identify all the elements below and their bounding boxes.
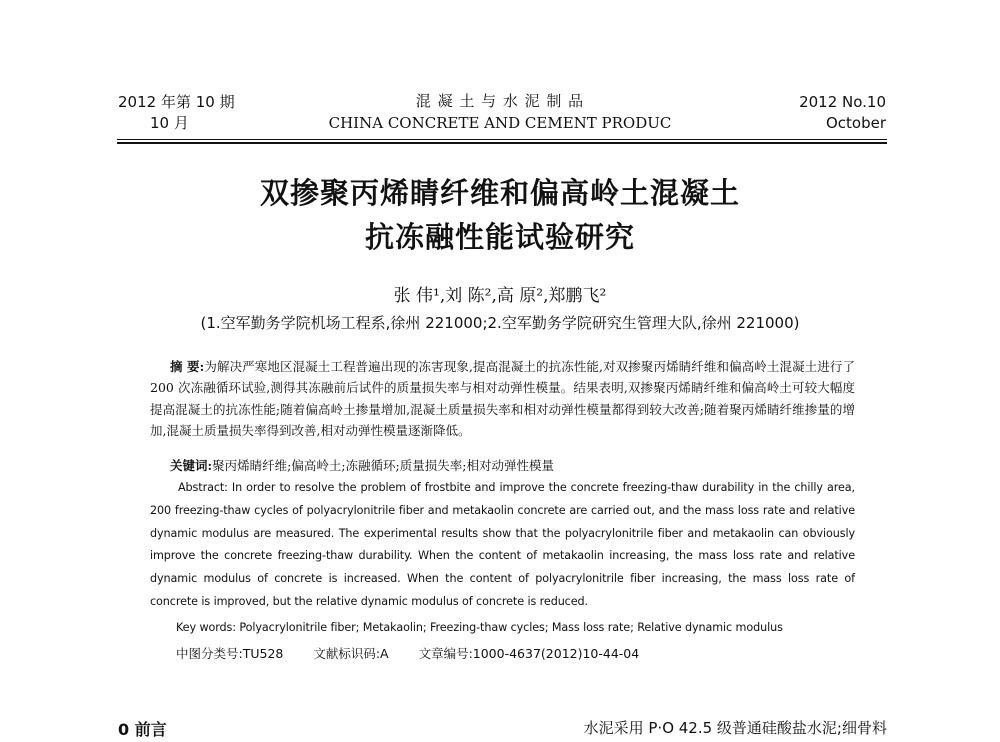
header-rule-top	[117, 139, 887, 140]
header-issue-cn: 2012 年第 10 期	[118, 93, 235, 111]
author-list: 张 伟¹,刘 陈²,高 原²,郑鹏飞²	[393, 286, 607, 306]
article-title-line-1: 双掺聚丙烯睛纤维和偏高岭土混凝土	[259, 176, 740, 210]
abstract-cn-text: 为解决严寒地区混凝土工程普遍出现的冻害现象,提高混凝土的抗冻性能,对双掺聚丙烯睛纤维和偏高岭土混凝土进行了 200 次冻融循环试验,测得其冻融前后试件的质量损失率与相对动弹性模量。结果表明,双掺聚丙烯睛纤维和偏高岭土可较大幅度提高混凝土的抗冻性能;随着偏高岭土掺量增加,混凝土质量损失率和相对动弹性模量都得到较大改善;随着聚丙烯睛纤维掺量的增加,混凝土质量损失率得到改善,相对动弹性模量逐渐降低。	[150, 359, 855, 439]
header-issue-en: 2012 No.10	[799, 93, 886, 111]
header-rule-bottom	[117, 142, 887, 144]
header-month-cn: 10 月	[150, 114, 189, 132]
keywords-en-label: Key words:	[176, 621, 236, 634]
journal-name-en: CHINA CONCRETE AND CEMENT PRODUC	[328, 114, 672, 132]
abstract-en-label: Abstract:	[178, 481, 228, 494]
header-month-en: October	[825, 114, 886, 132]
keywords-en	[176, 621, 866, 634]
abstract-en-text: In order to resolve the problem of frostbite and improve the concrete freezing-thaw durability in the chilly area, 200 freezing-thaw cycles of polyacrylonitrile fiber and metakaolin concrete are carried out, and the mass loss rate and relative dynamic modulus are measured. The experimental results show that the polyacrylonitrile fiber and metakaolin can obviously improve the concrete freezing-thaw durability. When the content of metakaolin increasing, the mass loss rate and relative dynamic modulus of concrete is increased. When the content of polyacrylonitrile fiber increasing, the mass loss rate of concrete is improved, but the relative dynamic modulus of concrete is reduced.	[150, 481, 855, 608]
classification-number: 中图分类号:TU528	[176, 646, 284, 661]
abstract-cn-label: 摘 要:	[170, 359, 205, 374]
document-code: 文献标识码:A	[313, 646, 389, 661]
body-text-fragment: 水泥采用 P·O 42.5 级普通硅酸盐水泥;细骨料	[583, 719, 887, 737]
section-heading-intro: 0 前言	[118, 720, 167, 739]
keywords-en-text: Polyacrylonitrile fiber; Metakaolin; Freezing-thaw cycles; Mass loss rate; Relative dynamic modulus	[239, 621, 783, 634]
classification-line	[176, 644, 639, 662]
article-title-line-2: 抗冻融性能试验研究	[364, 220, 635, 254]
journal-name-cn: 混 凝 土 与 水 泥 制 品	[415, 92, 585, 110]
keywords-cn-label: 关键词:	[170, 458, 213, 473]
author-affiliation: (1.空军勤务学院机场工程系,徐州 221000;2.空军勤务学院研究生管理大队,徐州 221000)	[200, 314, 800, 332]
abstract-cn	[150, 356, 855, 442]
abstract-en	[150, 477, 855, 614]
keywords-cn-text: 聚丙烯睛纤维;偏高岭土;冻融循环;质量损失率;相对动弹性模量	[212, 458, 554, 473]
article-number: 文章编号:1000-4637(2012)10-44-04	[418, 646, 640, 661]
keywords-cn	[170, 456, 860, 474]
